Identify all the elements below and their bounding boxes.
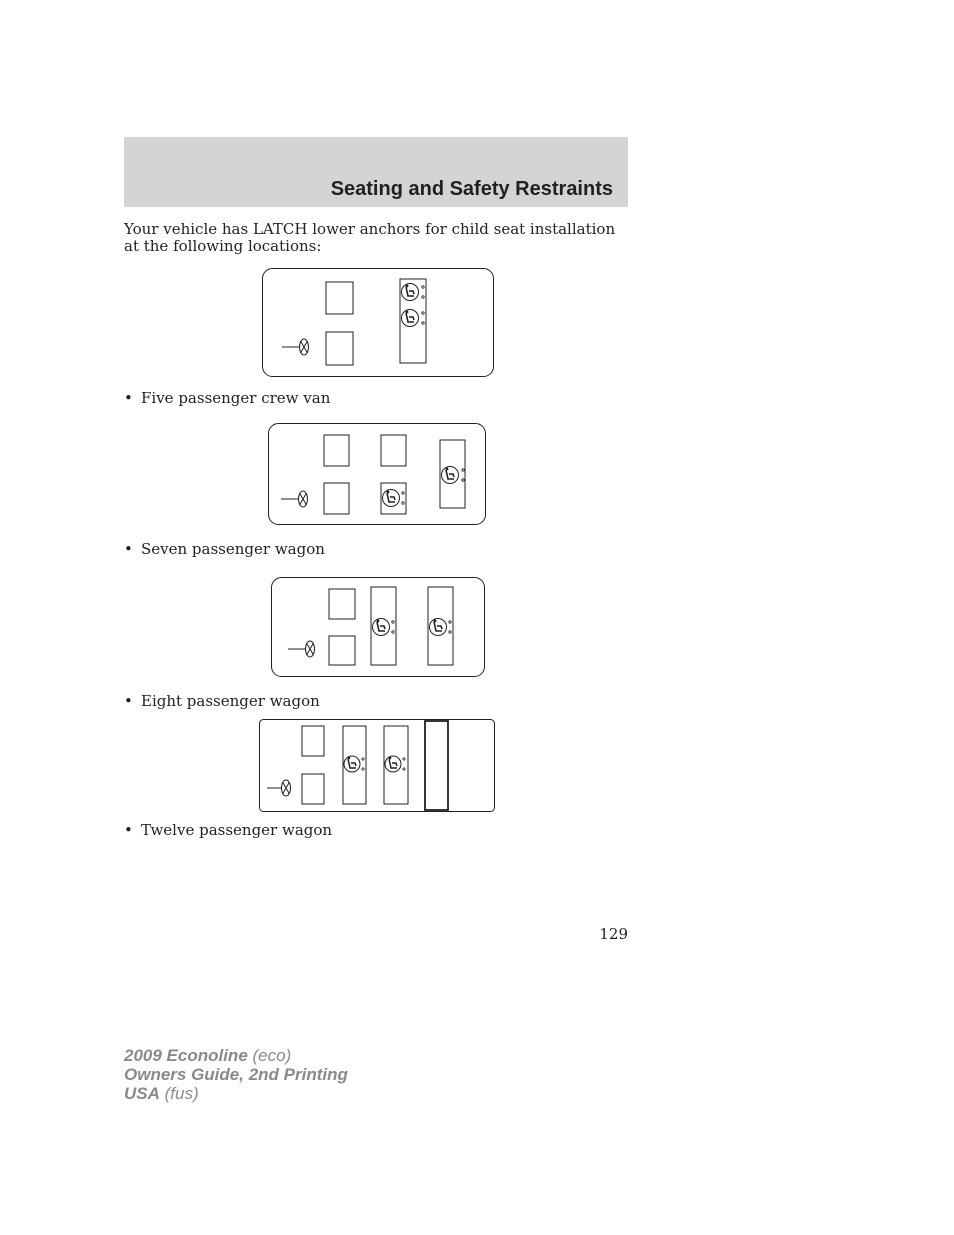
footer-line-3 <box>124 1084 348 1103</box>
bullet-icon: • <box>124 540 133 558</box>
seating-diagram-twelve-passenger <box>259 719 495 813</box>
driver-seat <box>329 636 355 665</box>
driver-seat <box>324 483 349 514</box>
footer-model-code: (eco) <box>252 1046 292 1065</box>
rear-bench-seat <box>425 721 448 810</box>
child-seat-icon <box>442 467 465 484</box>
child-seat-icon <box>402 310 425 327</box>
front-passenger-seat <box>329 589 355 619</box>
seating-diagram-seven-passenger <box>268 423 486 526</box>
middle-captain-seat <box>381 435 406 466</box>
config-label-text: Eight passenger wagon <box>141 692 320 710</box>
footer-line-1 <box>124 1046 348 1065</box>
child-seat-icon <box>344 756 364 772</box>
footer-line-2 <box>124 1065 348 1084</box>
child-seat-icon <box>373 619 395 636</box>
document-footer <box>124 1046 348 1103</box>
bullet-icon: • <box>124 821 133 839</box>
config-label <box>124 540 325 558</box>
driver-seat <box>326 332 353 365</box>
front-passenger-seat <box>302 726 324 756</box>
footer-market-code: (fus) <box>164 1084 199 1103</box>
steering-wheel-icon <box>282 339 309 355</box>
config-label <box>124 692 320 710</box>
config-label-text: Five passenger crew van <box>141 389 331 407</box>
steering-wheel-icon <box>281 491 308 507</box>
child-seat-icon <box>402 284 425 301</box>
footer-edition: Owners Guide, 2nd Printing <box>124 1065 348 1084</box>
page-number: 129 <box>599 925 628 943</box>
bullet-icon: • <box>124 389 133 407</box>
front-passenger-seat <box>326 282 353 314</box>
intro-paragraph: Your vehicle has LATCH lower anchors for child seat installation at the following locations: <box>124 220 616 255</box>
seating-diagram-eight-passenger <box>271 577 486 678</box>
child-seat-icon <box>385 756 405 772</box>
footer-market: USA <box>124 1084 160 1103</box>
section-title: Seating and Safety Restraints <box>330 178 613 200</box>
seating-diagram-five-passenger <box>262 268 494 377</box>
front-passenger-seat <box>324 435 349 466</box>
driver-seat <box>302 774 324 804</box>
config-label <box>124 821 332 839</box>
child-seat-icon <box>383 490 405 507</box>
steering-wheel-icon <box>288 641 315 657</box>
config-label-text: Seven passenger wagon <box>141 540 325 558</box>
bullet-icon: • <box>124 692 133 710</box>
config-label-text: Twelve passenger wagon <box>141 821 333 839</box>
steering-wheel-icon <box>267 780 291 796</box>
section-header-band <box>124 137 628 207</box>
config-label <box>124 389 330 407</box>
child-seat-icon <box>430 619 452 636</box>
footer-model: 2009 Econoline <box>124 1046 248 1065</box>
